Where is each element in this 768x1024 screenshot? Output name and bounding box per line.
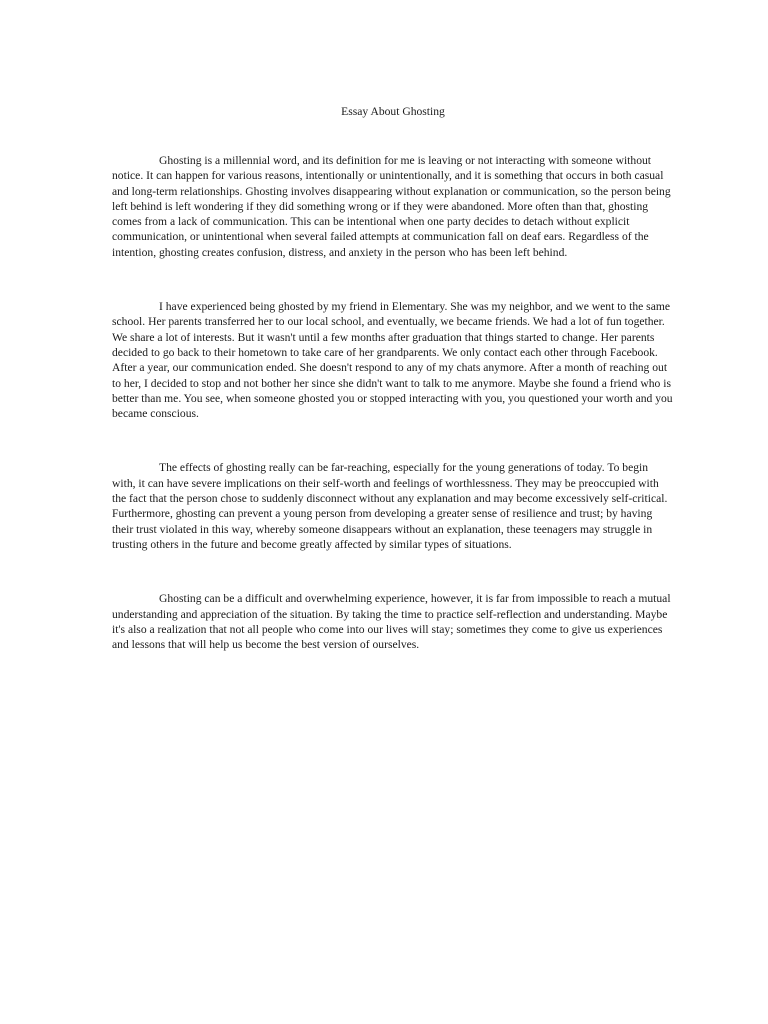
paragraph-1: Ghosting is a millennial word, and its definition for me is leaving or not interacting with someone without notice. It can happen for various reasons, intentionally or unintentionally, and it is something that occurs in both casual and long-term relationships. Ghosting involves disappearing without explanation or communication, so the person being left behind is left wondering if they did something wrong or if they were abandoned. More often than that, ghosting comes from a lack of communication. This can be intentional when one party decides to detach without explicit communication, or unintentional when several failed attempts at communication fall on deaf ears. Regardless of the intention, ghosting creates confusion, distress, and anxiety in the person who has been left behind. <box>112 154 671 259</box>
paragraph-4: Ghosting can be a difficult and overwhelming experience, however, it is far from impossible to reach a mutual understanding and appreciation of the situation. By taking the time to practice self-reflection and understanding. Maybe it's also a realization that not all people who come into our lives will stay; sometimes they come to give us experiences and lessons that will help us become the best version of ourselves. <box>112 592 671 652</box>
paragraph-3: The effects of ghosting really can be far-reaching, especially for the young generations of today. To begin with, it can have severe implications on their self-worth and feelings of worthlessness. They may be preoccupied with the fact that the person chose to suddenly disconnect without any explanation and may become excessively self-critical. Furthermore, ghosting can prevent a young person from developing a greater sense of resilience and trust; by having their trust violated in this way, whereby someone disappears without an explanation, these teenagers may struggle in trusting others in the future and become greatly affected by similar types of situations. <box>112 461 668 551</box>
paragraph-2: I have experienced being ghosted by my friend in Elementary. She was my neighbor, and we went to the same school. Her parents transferred her to our local school, and eventually, we became friends. We had a lot of fun together. We share a lot of interests. But it wasn't until a few months after graduation that things started to change. Her parents decided to go back to their hometown to take care of her grandparents. We only contact each other through Facebook. After a year, our communication ended. She doesn't respond to any of my chats anymore. After a month of reaching out to her, I decided to stop and not bother her since she didn't want to talk to me anymore. Maybe she found a friend who is better than me. You see, when someone ghosted you or stopped interacting with you, you questioned your worth and you became conscious. <box>112 300 673 421</box>
document-title: Essay About Ghosting <box>341 105 445 118</box>
essay-body <box>112 153 674 652</box>
